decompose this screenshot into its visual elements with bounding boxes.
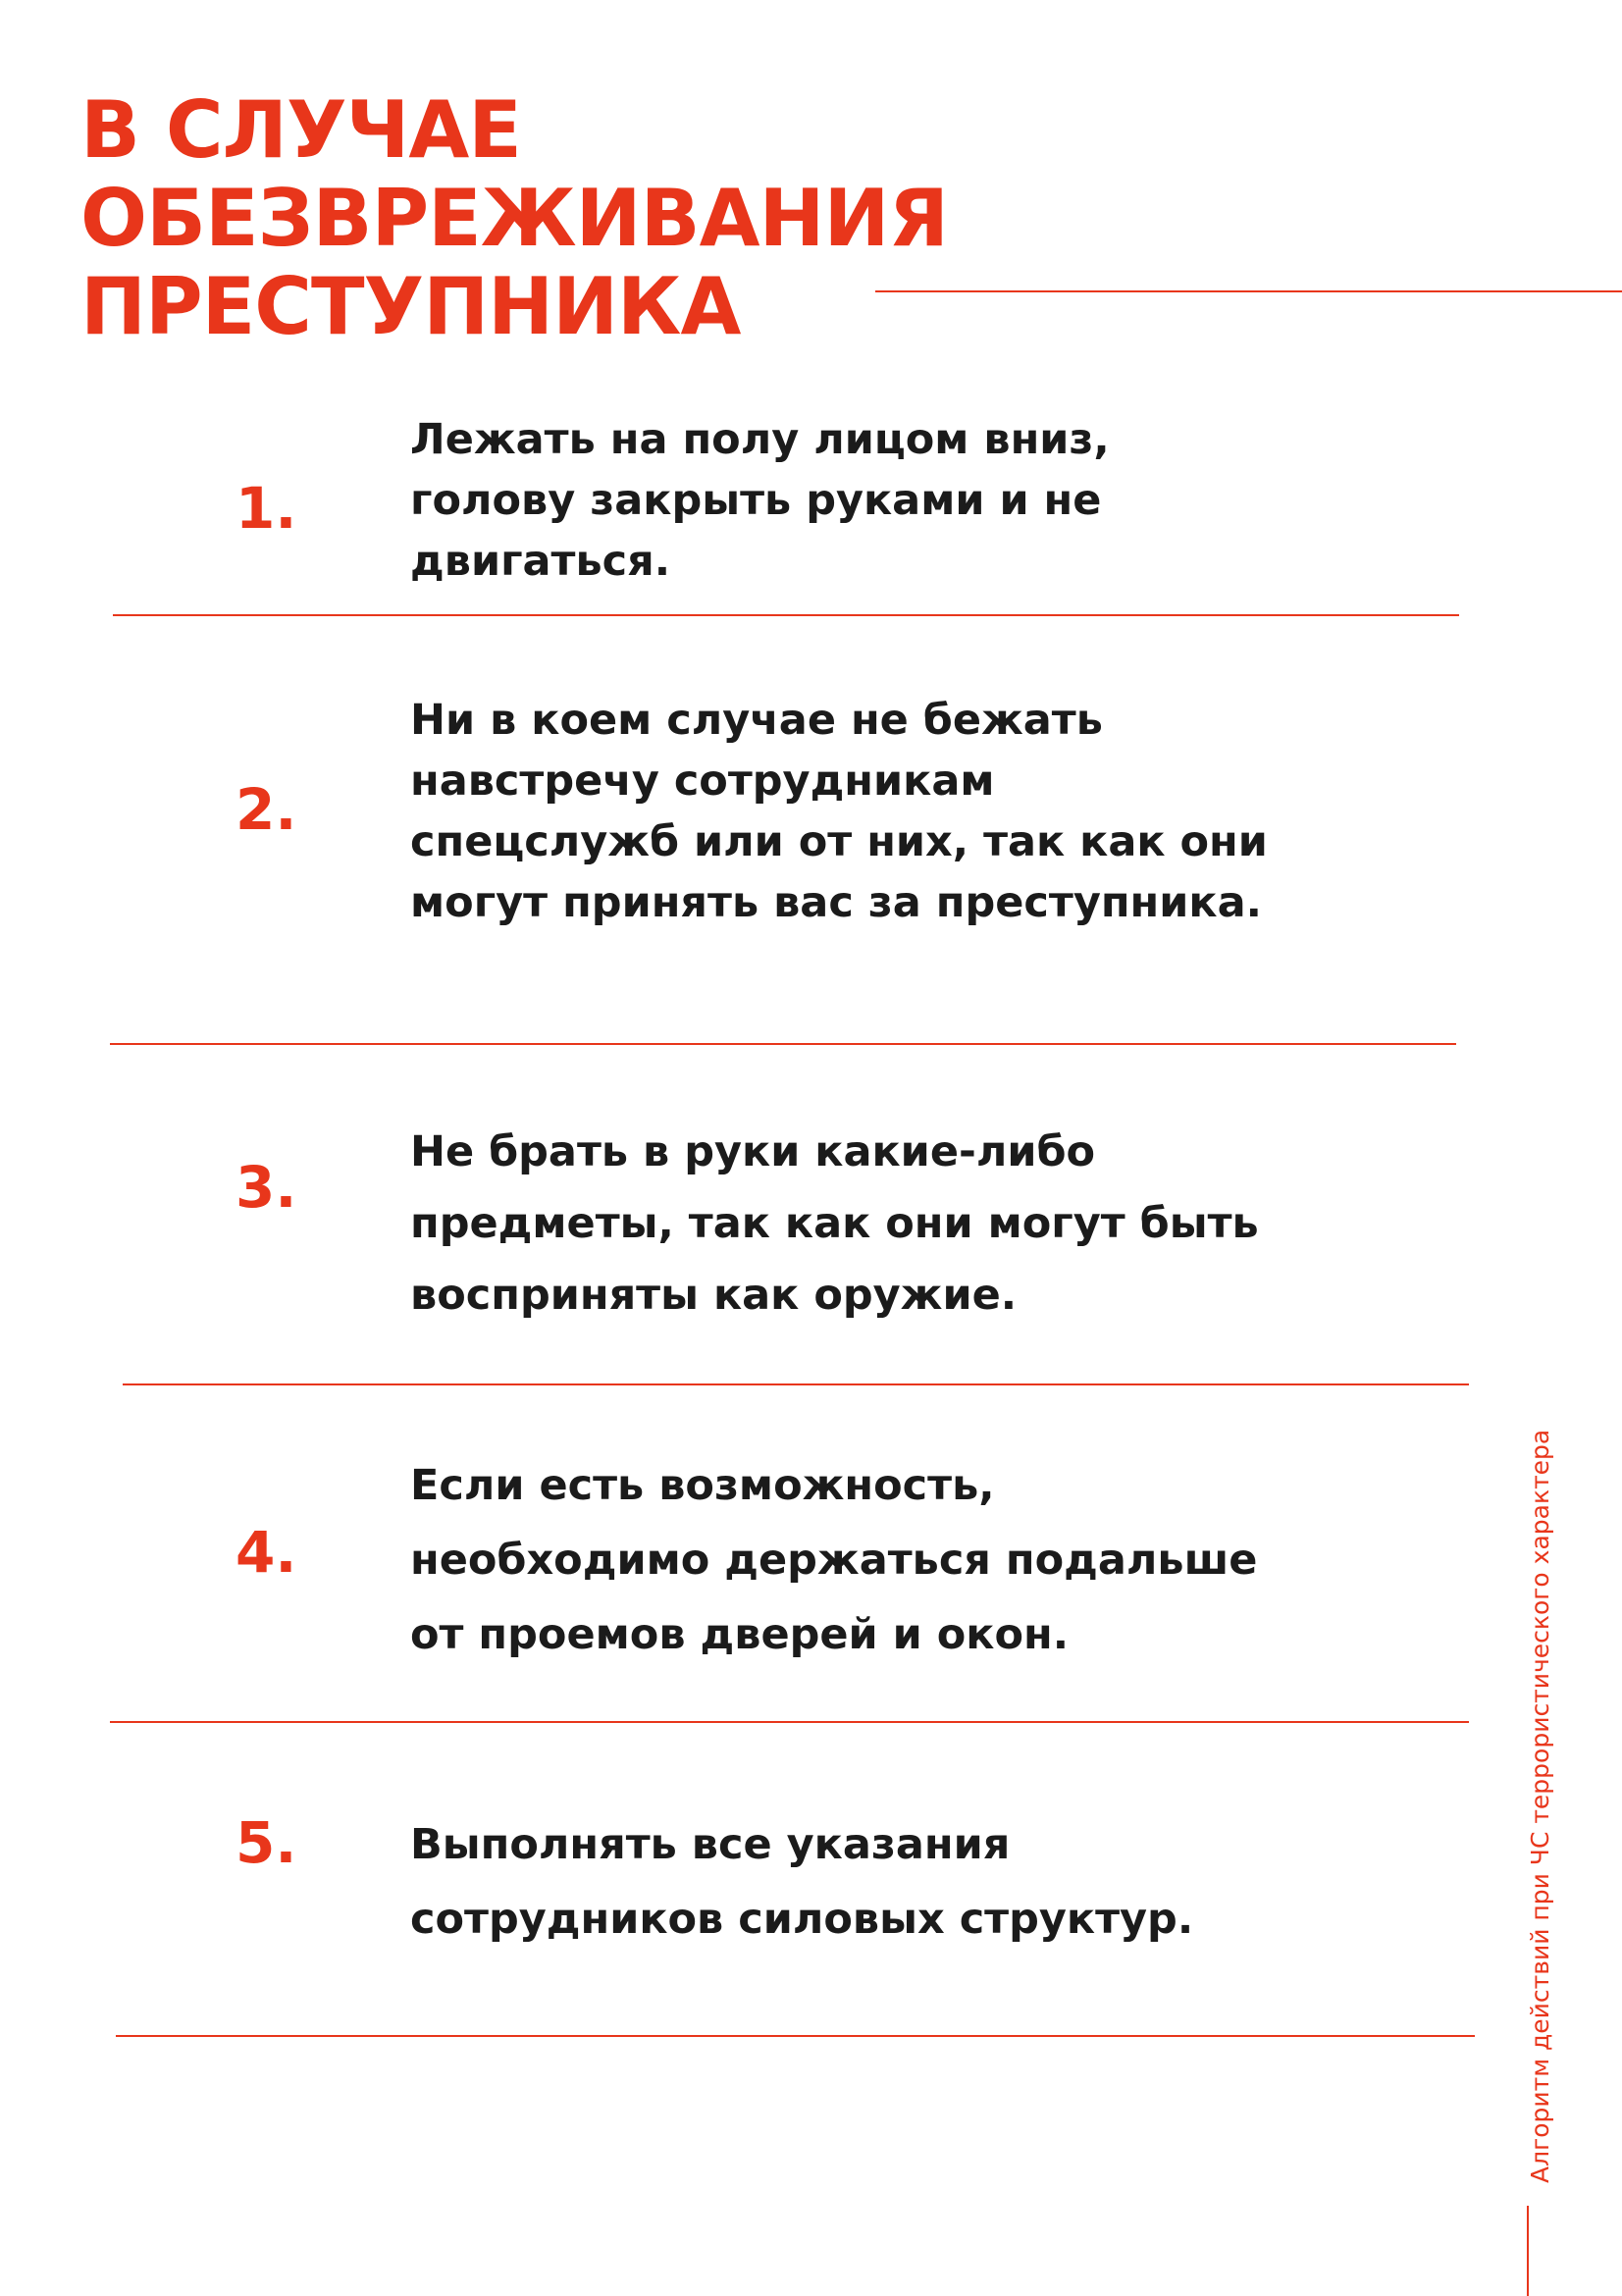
title-line: ПРЕСТУПНИКА: [80, 261, 741, 352]
item-2-line: могут принять вас за преступника.: [410, 878, 1262, 927]
item-2-line: Ни в коем случае не бежать: [410, 696, 1103, 745]
item-5-number: 5.: [235, 1809, 297, 1876]
item-3-text: [410, 1117, 1259, 1331]
item-3-line: предметы, так как они могут быть: [410, 1199, 1259, 1248]
item-2-line: спецслужб или от них, так как они: [410, 817, 1268, 866]
title-line: В СЛУЧАЕ: [80, 84, 521, 176]
item-5-line: сотрудников силовых структур.: [410, 1895, 1194, 1944]
item-4-line: от проемов дверей и окон.: [410, 1610, 1070, 1659]
side-caption-tick: [1527, 2206, 1529, 2296]
item-1-line: голову закрыть руками и не: [410, 476, 1102, 525]
item-1-line: Лежать на полу лицом вниз,: [410, 415, 1110, 464]
item-3-line: восприняты как оружие.: [410, 1271, 1018, 1320]
item-5-divider: [116, 2035, 1475, 2037]
page-title: [80, 86, 948, 351]
item-2-line: навстречу сотрудникам: [410, 757, 995, 806]
item-4-line: Если есть возможность,: [410, 1461, 995, 1510]
item-3-divider: [123, 1383, 1469, 1385]
item-2-number: 2.: [235, 776, 297, 843]
item-4-number: 4.: [235, 1519, 297, 1586]
item-4-text: [410, 1448, 1257, 1672]
title-divider: [875, 290, 1622, 292]
item-4-line: необходимо держаться подальше: [410, 1536, 1258, 1585]
item-3-line: Не брать в руки какие-либо: [410, 1127, 1096, 1176]
item-3-number: 3.: [235, 1154, 297, 1221]
item-2-text: [410, 690, 1268, 933]
item-5-text: [410, 1807, 1193, 1957]
item-4-divider: [110, 1721, 1469, 1723]
item-2-divider: [110, 1043, 1456, 1045]
item-1-number: 1.: [235, 475, 297, 542]
item-5-line: Выполнять все указания: [410, 1820, 1011, 1869]
title-line: ОБЕЗВРЕЖИВАНИЯ: [80, 173, 949, 264]
item-1-divider: [113, 614, 1459, 616]
side-caption: Алгоритм действий при ЧС террористического характера: [1526, 1429, 1554, 2183]
item-1-text: [410, 409, 1110, 592]
item-1-line: двигаться.: [410, 537, 671, 586]
